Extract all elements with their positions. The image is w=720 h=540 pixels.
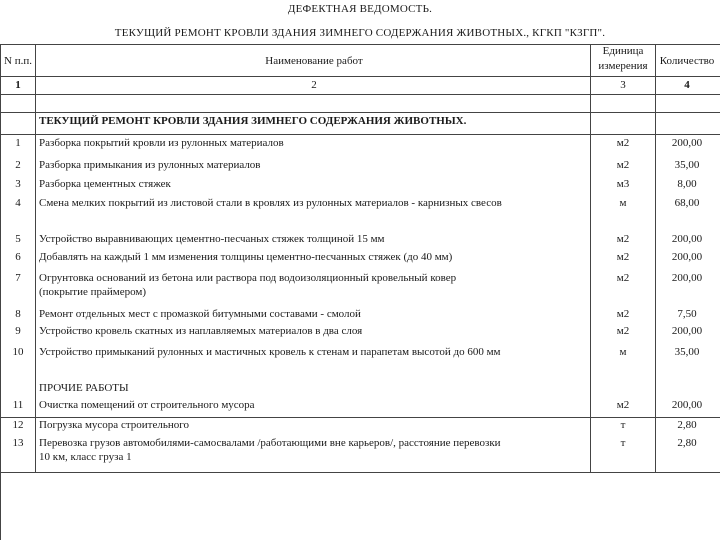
row-unit: м2 — [616, 272, 630, 284]
row-num: 2 — [15, 159, 21, 171]
row-unit: м — [619, 346, 627, 358]
row-unit: м2 — [616, 159, 630, 171]
header-qty: Количество — [659, 55, 715, 67]
row-name: Огрунтовка оснований из бетона или раствора под водоизоляционный кровельный ковер — [39, 272, 457, 284]
row-num: 3 — [15, 178, 21, 190]
row-unit: м2 — [616, 308, 630, 320]
row-name: Смена мелких покрытий из листовой стали в кровлях из рулонных материалов - карнизных свесов — [39, 197, 502, 209]
row-name: Добавлять на каждый 1 мм изменения толщины цементно-песчанных стяжек (до 40 мм) — [39, 251, 453, 263]
header-num: N п.п. — [4, 55, 32, 67]
row-name: Разборка примыкания из рулонных материалов — [39, 159, 261, 171]
row-unit: м2 — [616, 137, 630, 149]
column-number-divider — [1, 94, 720, 95]
row-name: Устройство выравнивающих цементно-песчаных стяжек толщиной 15 мм — [39, 233, 385, 245]
row-num: 7 — [15, 272, 21, 284]
row-num: 5 — [15, 233, 21, 245]
header-divider — [1, 76, 720, 77]
section-title-other: ПРОЧИЕ РАБОТЫ — [39, 382, 129, 394]
document-title: ДЕФЕКТНАЯ ВЕДОМОСТЬ. — [287, 3, 433, 15]
row-name: Очистка помещений от строительного мусора — [39, 399, 255, 411]
row-num: 13 — [12, 437, 24, 449]
col-number-3: 3 — [620, 79, 626, 91]
row-qty: 200,00 — [671, 233, 703, 245]
defect-statement-table — [0, 44, 720, 540]
row-name: Разборка покрытий кровли из рулонных материалов — [39, 137, 284, 149]
row-qty: 68,00 — [674, 197, 700, 209]
row-unit: м3 — [616, 178, 630, 190]
row-qty: 200,00 — [671, 325, 703, 337]
row-unit: м — [619, 197, 627, 209]
row-num: 12 — [12, 419, 24, 431]
row-num: 9 — [15, 325, 21, 337]
row-num: 10 — [12, 346, 24, 358]
row-unit: т — [620, 419, 626, 431]
row-num: 11 — [12, 399, 24, 411]
col-number-4: 4 — [684, 79, 690, 91]
header-unit-line1: Единица — [602, 45, 644, 57]
row-unit: м2 — [616, 233, 630, 245]
col-number-2: 2 — [311, 79, 317, 91]
section2-gap-divider — [1, 417, 720, 418]
table-bottom-border — [1, 472, 720, 473]
row-unit: м2 — [616, 399, 630, 411]
row-num: 1 — [15, 137, 21, 149]
row-qty: 2,80 — [677, 437, 697, 449]
blank-row-divider — [1, 112, 720, 113]
row-unit: м2 — [616, 251, 630, 263]
row-num: 4 — [15, 197, 21, 209]
row-qty: 200,00 — [671, 399, 703, 411]
row-qty: 35,00 — [674, 346, 700, 358]
row-name-continued: 10 км, класс груза 1 — [39, 451, 132, 463]
row-qty: 35,00 — [674, 159, 700, 171]
col-number-1: 1 — [15, 79, 21, 91]
section1-divider — [1, 134, 720, 135]
row-name: Устройство примыканий рулонных и мастичных кровель к стенам и парапетам высотой до 600 мм — [39, 346, 501, 358]
row-num: 8 — [15, 308, 21, 320]
row-name: Устройство кровель скатных из наплавляемых материалов в два слоя — [39, 325, 363, 337]
row-qty: 200,00 — [671, 251, 703, 263]
row-name-continued: (покрытие праймером) — [39, 286, 147, 298]
row-qty: 2,80 — [677, 419, 697, 431]
header-unit-line2: измерения — [598, 60, 648, 72]
row-name: Погрузка мусора строительного — [39, 419, 189, 431]
row-num: 6 — [15, 251, 21, 263]
row-unit: м2 — [616, 325, 630, 337]
row-name: Ремонт отдельных мест с промазкой битумными составами - смолой — [39, 308, 361, 320]
row-qty: 8,00 — [677, 178, 697, 190]
row-qty: 200,00 — [671, 137, 703, 149]
row-unit: т — [620, 437, 626, 449]
header-name: Наименование работ — [265, 55, 363, 67]
col-divider-num — [35, 44, 36, 472]
row-name: Перевозка грузов автомобилями-самосвалами /работающими вне карьеров/, расстояние перевозки — [39, 437, 501, 449]
row-name: Разборка цементных стяжек — [39, 178, 171, 190]
row-qty: 7,50 — [677, 308, 697, 320]
section-title-roof: ТЕКУЩИЙ РЕМОНТ КРОВЛИ ЗДАНИЯ ЗИМНЕГО СОДЕРЖАНИЯ ЖИВОТНЫХ. — [39, 115, 467, 127]
document-subtitle: ТЕКУЩИЙ РЕМОНТ КРОВЛИ ЗДАНИЯ ЗИМНЕГО СОДЕРЖАНИЯ ЖИВОТНЫХ., КГКП "КЗГП". — [114, 27, 606, 39]
row-qty: 200,00 — [671, 272, 703, 284]
